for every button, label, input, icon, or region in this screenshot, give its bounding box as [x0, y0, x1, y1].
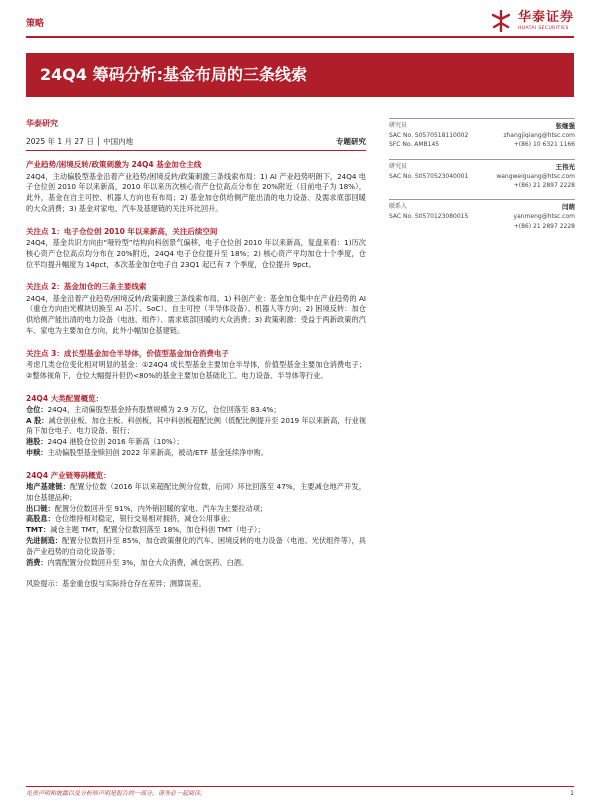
config-item-label: 仓位： [26, 404, 48, 414]
config-item [26, 416, 366, 438]
focus2-text: 24Q4，基金沿着产业趋势/困境反转/政策刺激三条线索布局。1) 科创产业：基金加仓集中在产业趋势的 AI（重仓方向由光模块切换至 AI 芯片、SoC）、自主可控（半导体设备）、机器人等方向；2) 困境反转：加仓供给侧产能出清的电力设备（电池、组件）、需求底部回暖的大众消费；3) 政策刺激：受益于两新政策的汽车、家电为主要加仓方向，此外小幅加仓基建链。 [26, 293, 366, 335]
report-date: 2025 年 1 月 27 日 │ 中国内地 [26, 137, 134, 146]
config-item-text: 主动偏股型基金赎回创 2022 年来新高，被动/ETF 基金延续净申购。 [47, 448, 268, 458]
header-divider [26, 36, 574, 38]
analyst-email[interactable]: wangweiguang@htsc.com [496, 172, 575, 180]
analyst-phone: +(86) 21 2897 2228 [513, 222, 575, 230]
analyst-email[interactable]: zhangjiqiang@htsc.com [503, 132, 575, 140]
analyst-phone: +(86) 21 2897 2228 [513, 182, 575, 190]
huatai-logo-icon [488, 10, 514, 32]
industry-item-label: 高股息： [26, 514, 55, 524]
analyst-sfc: SFC No. AMB145 [389, 141, 440, 149]
summary-title: 产业趋势/困境反转/政策刺激为 24Q4 基金加仓主线 [26, 160, 202, 170]
industry-item-text: 配置分位数（2016 年以来超配比例分位数，后同）环比回落至 47%，主要减仓地产开发，加仓基建品种； [26, 482, 366, 502]
brand-name-en: HUATAI SECURITIES [517, 25, 569, 31]
summary-text: 24Q4，主动偏股型基金沿着产业趋势/困境反转/政策刺激三条线索布局：1) AI 产业趋势明朗下，24Q4 电子仓位创 2010 年以来新高，2010 年以来历次核心资产仓位高点分布在 20%附近（目前电子为 18%），此外，基金在自主可控、机器人方向也有布局；2) 基金加仓供给侧产能出清的电力设备、及需求底部回暖的大众消费；3) 基金对家电、汽车及基建链的关注环比回升。 [26, 171, 366, 213]
focus2-section [26, 281, 366, 336]
industry-item [26, 558, 366, 569]
industry-item-label: 地产基建链： [26, 482, 71, 492]
industry-item [26, 514, 366, 525]
analyst-sidebar [389, 118, 575, 240]
industry-item-text: 配置分位数回升至 85%，加仓政策催化的汽车、困境反转的电力设备（电池、光伏组件等），具备产业趋势的自动化设备等； [26, 536, 366, 556]
analyst-sac: SAC No. S0570123080015 [389, 213, 469, 221]
focus1-section [26, 226, 366, 271]
industry-item-text: 仓位维持相对稳定，银行交易相对拥挤，减仓公用事业； [54, 514, 235, 524]
footer-disclaimer: 免责声明和披露以及分析师声明是报告的一部分，请务必一起阅读。 [26, 790, 207, 797]
config-item-label: 申赎： [26, 448, 48, 458]
focus3-title: 关注点 3：成长型基金加仓半导体，价值型基金加仓消费电子 [26, 348, 229, 358]
industry-item-label: 出口链： [26, 503, 55, 513]
analyst-name: 闫萌 [562, 203, 575, 212]
risk-warning: 风险提示：基金重仓股与实际持仓存在差异；测算误差。 [26, 579, 206, 589]
industry-section [26, 470, 366, 569]
analyst-role: 研究员 [389, 162, 408, 170]
analyst-name: 王伟光 [555, 162, 575, 171]
date-row [26, 136, 366, 151]
industry-item-label: TMT： [26, 525, 51, 535]
page-number: 1 [570, 790, 574, 797]
analyst-role: 研究员 [389, 122, 408, 129]
report-type: 专题研究 [336, 137, 366, 146]
analyst-sac: SAC No. S0570518110002 [389, 132, 469, 140]
config-item-label: 港股： [26, 437, 48, 447]
focus1-text: 24Q4，基金共识方向由“哑铃型”结构向科创景气偏移，电子仓位创 2010 年以来新高，复盘来看：1)历次核心资产仓位高点均分布在 20%附近，24Q4 电子仓位提升至 18%；2) 核心资产平均加仓十个季度，仓位平均提升幅度为 14pct，本次基金加仓电子自 23Q1 起已有 7 个季度，仓位提升 9pct。 [26, 237, 366, 269]
industry-item [26, 536, 366, 558]
analyst-card [389, 159, 575, 191]
publisher: 华泰研究 [26, 119, 58, 128]
config-title: 24Q4 大类配置概览： [26, 393, 104, 403]
analyst-card [389, 199, 575, 231]
config-item [26, 437, 366, 448]
config-section [26, 393, 366, 459]
industry-title: 24Q4 产业链筹码概览： [26, 470, 111, 480]
focus3-text: 考虑几类仓位变化相对明显的基金：①24Q4 成长型基金主要加仓半导体，价值型基金主要加仓消费电子；②整体视角下，仓位大幅提升但仍<80%的基金主要加仓基础化工、电力设备、半导体等行业。 [26, 360, 366, 380]
config-item-text: 24Q4，主动偏股型基金持有股票规模为 2.9 万亿，仓位回落至 83.4%； [47, 404, 281, 414]
focus2-title: 关注点 2：基金加仓的三条主要线索 [26, 282, 147, 292]
analyst-name: 张继强 [555, 122, 575, 130]
config-item-label: A 股： [26, 415, 49, 425]
brand-name-cn: 华泰证券 [517, 10, 574, 25]
industry-item-label: 消费： [26, 557, 48, 567]
summary-section [26, 159, 366, 214]
analyst-sac: SAC No. S0570523040001 [389, 172, 469, 180]
analyst-card [389, 118, 575, 150]
focus3-section [26, 348, 366, 382]
config-item [26, 448, 366, 459]
industry-item-text: 减仓主题 TMT，配置分位数回落至 18%，加仓科创 TMT（电子）； [50, 525, 265, 535]
industry-item [26, 504, 366, 515]
page-footer [26, 786, 574, 798]
analyst-email[interactable]: yanmeng@htsc.com [513, 213, 575, 221]
industry-item-text: 内需配置分位数回升至 3%，加仓大众消费，减仓医药、白酒。 [47, 557, 249, 567]
report-category-tag: 策略 [26, 19, 45, 29]
main-column [26, 118, 366, 590]
report-title: 24Q4 筹码分析:基金布局的三条线索 [26, 53, 574, 97]
brand-logo [488, 10, 574, 32]
config-item-text: 24Q4 港股仓位创 2016 年新高（10%）； [47, 437, 184, 447]
industry-item-label: 先进制造： [26, 536, 63, 546]
analyst-role: 联系人 [389, 203, 408, 211]
config-item-text: 减仓创业板、加仓主板、科创板，其中科创板超配比例（低配比例提升至 2019 年以来新高，行业视角下加仓电子、电力设备、银行； [26, 415, 367, 436]
analyst-phone: +(86) 10 6321 1166 [513, 141, 575, 149]
focus1-title: 关注点 1：电子仓位创 2010 年以来新高，关注后续空间 [26, 226, 218, 236]
industry-item [26, 482, 366, 504]
industry-item-text: 配置分位数回升至 91%，内外销回暖的家电、汽车为主要拉动项； [54, 503, 268, 513]
industry-item [26, 525, 366, 536]
config-item [26, 405, 366, 416]
